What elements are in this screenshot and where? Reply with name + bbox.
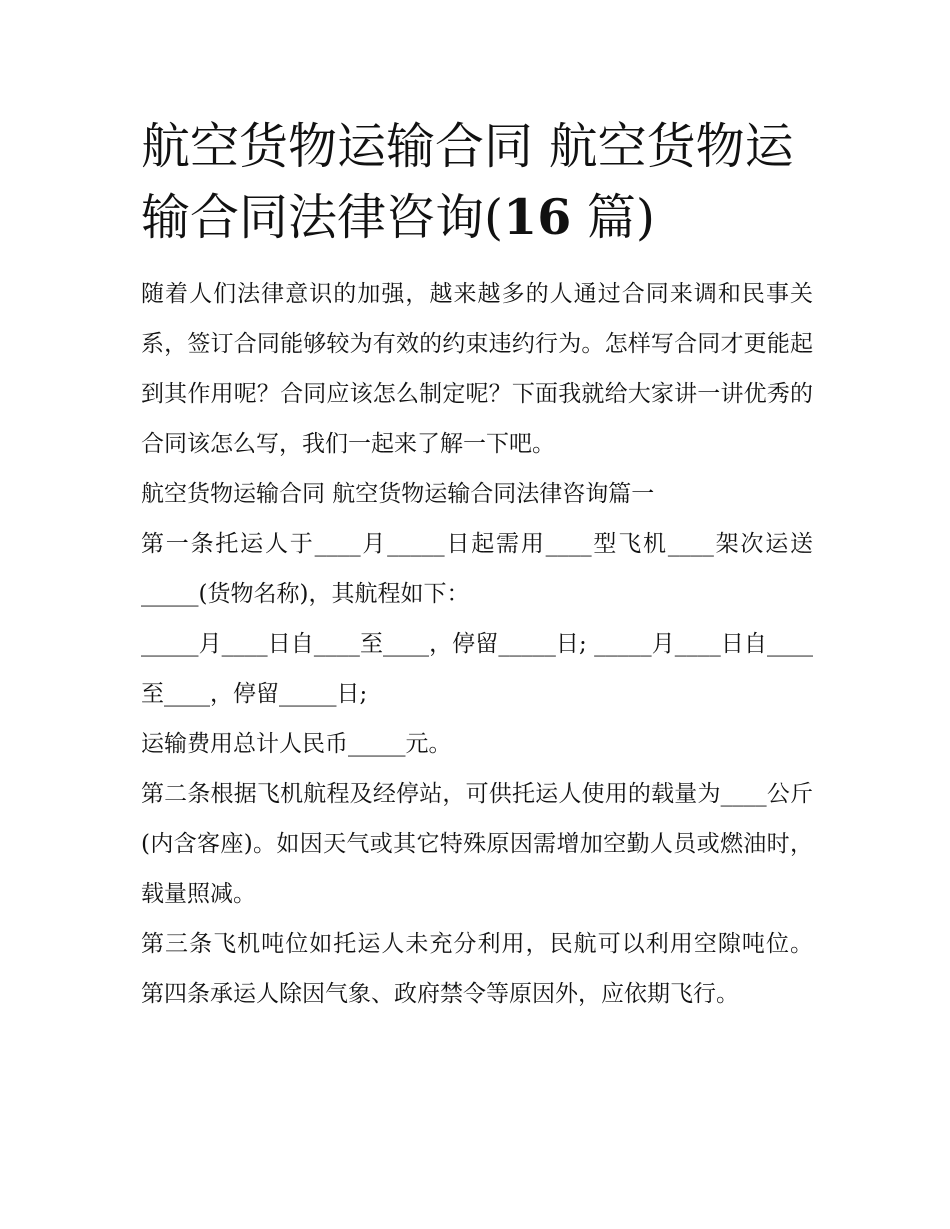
section-heading: 航空货物运输合同 航空货物运输合同法律咨询篇一 [141,481,655,507]
clause-3-4: 第三条飞机吨位如托运人未充分利用，民航可以利用空隙吨位。 第四条承运人除因气象、政府禁令等原因外，应依期飞行。 [141,931,813,1007]
clause-1: 第一条托运人于____月_____日起需用____型飞机____架次运送_____(货物名称)，其航程如下： [141,531,813,607]
total-fee-line: 运输费用总计人民币_____元。 [141,731,452,757]
title-count: 16 [503,188,572,246]
document-content [141,112,813,1019]
clause-2: 第二条根据飞机航程及经停站，可供托运人使用的载量为____公斤(内含客座)。如因天气或其它特殊原因需增加空勤人员或燃油时，载量照减。 [141,781,813,907]
intro-paragraph: 随着人们法律意识的加强，越来越多的人通过合同来调和民事关系，签订合同能够较为有效的约束违约行为。怎样写合同才更能起到其作用呢？合同应该怎么制定呢？下面我就给大家讲一讲优秀的合同该怎么写，我们一起来了解一下吧。 [141,281,813,457]
title-line-2-prefix: 输合同法律咨询( [141,189,504,246]
document-body [141,269,813,1019]
document-title [141,112,813,253]
itinerary-line: _____月____日自____至____，停留_____日; _____月____日自____至____，停留_____日; [141,631,813,707]
title-line-2-suffix: 篇) [571,189,656,246]
title-line-1: 航空货物运输合同 航空货物运 [141,118,794,175]
